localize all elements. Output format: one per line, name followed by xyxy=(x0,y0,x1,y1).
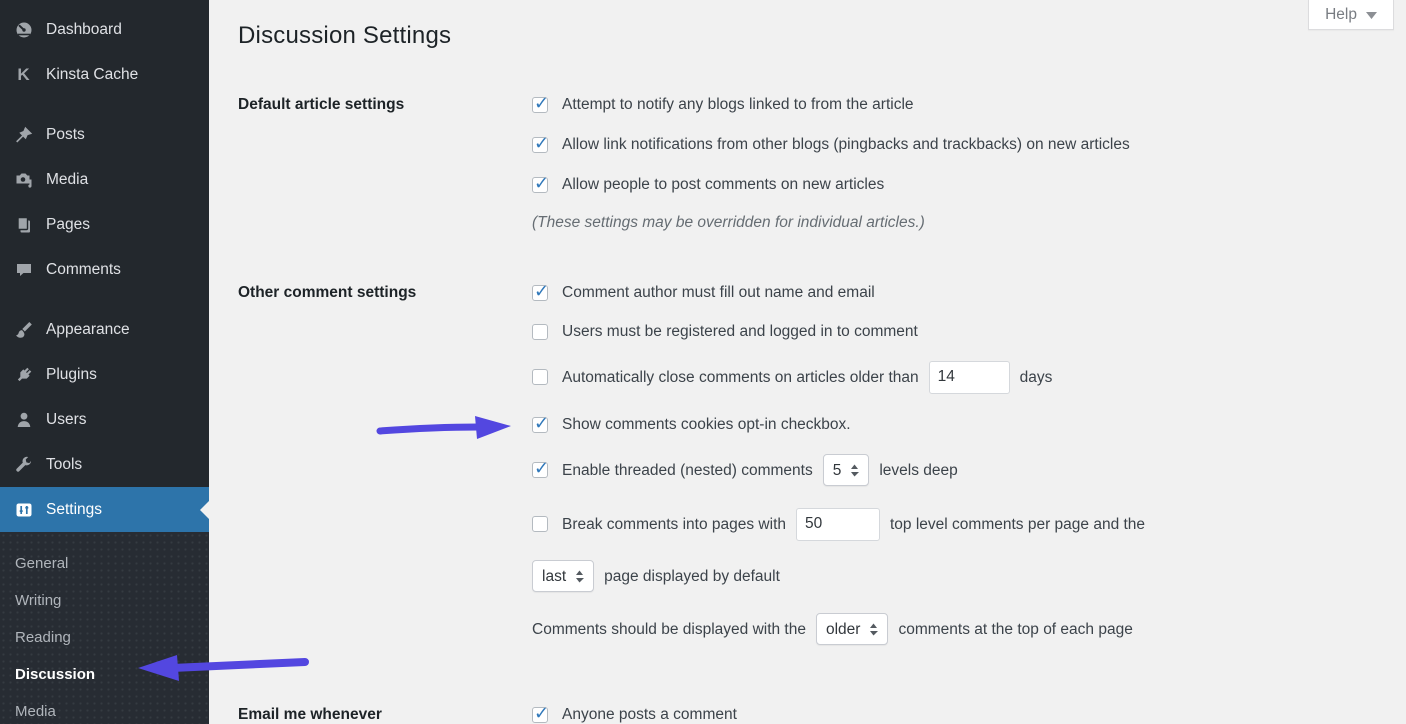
dashboard-icon xyxy=(13,19,34,40)
section-default-article-settings xyxy=(238,92,1386,235)
submenu-item-general[interactable] xyxy=(0,545,209,582)
checkbox-label[interactable]: Anyone posts a comment xyxy=(562,706,737,723)
submenu-item-label: Media xyxy=(15,703,56,720)
checkbox-threaded-comments[interactable] xyxy=(532,462,548,478)
tools-wrench-icon xyxy=(13,454,34,475)
sidebar-item-label: Users xyxy=(46,410,87,428)
levels-deep-label: levels deep xyxy=(879,461,958,479)
users-icon xyxy=(13,409,34,430)
submenu-item-reading[interactable] xyxy=(0,619,209,656)
days-label: days xyxy=(1019,368,1053,386)
sidebar-item-media[interactable] xyxy=(0,157,209,202)
per-page-label: top level comments per page and the xyxy=(890,515,1146,533)
submenu-item-media[interactable] xyxy=(0,693,209,724)
sidebar-item-kinsta-cache[interactable] xyxy=(0,52,209,97)
sidebar-item-label: Appearance xyxy=(46,320,130,338)
sidebar-item-label: Media xyxy=(46,170,89,188)
spinner-arrows-icon xyxy=(850,464,859,477)
chevron-down-icon xyxy=(1366,6,1377,24)
sidebar-item-users[interactable] xyxy=(0,397,209,442)
setting-row-anyone-posts xyxy=(532,702,1386,724)
section-label: Other comment settings xyxy=(238,284,417,301)
section-other-comment-settings xyxy=(238,280,1386,645)
comment-order-label-post: comments at the top of each page xyxy=(898,620,1133,638)
sidebar-item-dashboard[interactable] xyxy=(0,7,209,52)
menu-separator xyxy=(0,97,209,112)
checkbox-label[interactable]: Attempt to notify any blogs linked to from the article xyxy=(562,96,914,113)
help-button[interactable] xyxy=(1308,0,1394,30)
appearance-brush-icon xyxy=(13,319,34,340)
section-label: Default article settings xyxy=(238,96,405,113)
checkbox-label[interactable]: Show comments cookies opt-in checkbox. xyxy=(562,416,851,433)
settings-submenu xyxy=(0,532,209,724)
setting-row-allow-comments xyxy=(532,172,1386,197)
setting-row-threaded-comments xyxy=(532,454,1386,486)
checkbox-label[interactable]: Allow link notifications from other blogs (pingbacks and trackbacks) on new articles xyxy=(562,136,1130,153)
setting-row-break-pages xyxy=(532,507,1386,541)
submenu-item-label: Writing xyxy=(15,592,62,609)
settings-sliders-icon xyxy=(13,499,34,520)
sidebar-item-label: Comments xyxy=(46,260,121,278)
admin-menu xyxy=(0,0,209,532)
select-value: last xyxy=(542,567,567,585)
help-label: Help xyxy=(1325,5,1357,23)
sidebar-item-label: Posts xyxy=(46,125,85,143)
sidebar-item-settings[interactable] xyxy=(0,487,209,532)
sidebar-item-pages[interactable] xyxy=(0,202,209,247)
thread-depth-select[interactable] xyxy=(823,454,870,486)
checkbox-anyone-posts[interactable] xyxy=(532,707,548,723)
menu-separator xyxy=(0,292,209,307)
setting-row-cookies-optin xyxy=(532,412,1386,437)
section-label: Email me whenever xyxy=(238,706,382,723)
comments-icon xyxy=(13,259,34,280)
default-page-select[interactable] xyxy=(532,560,594,592)
comments-per-page-input[interactable] xyxy=(796,508,880,541)
setting-row-pingbacks xyxy=(532,132,1386,157)
close-comments-days-input[interactable] xyxy=(929,361,1010,394)
sidebar-item-label: Kinsta Cache xyxy=(46,65,139,83)
sidebar-item-label: Dashboard xyxy=(46,20,122,38)
page-title: Discussion Settings xyxy=(238,22,452,49)
pages-icon xyxy=(13,214,34,235)
select-value: older xyxy=(825,620,861,638)
checkbox-break-pages[interactable] xyxy=(532,516,548,532)
submenu-item-label: Reading xyxy=(15,629,71,646)
sidebar-item-label: Settings xyxy=(46,500,103,518)
sidebar-item-appearance[interactable] xyxy=(0,307,209,352)
comment-order-label-pre: Comments should be displayed with the xyxy=(532,620,806,638)
spinner-arrows-icon xyxy=(869,623,878,636)
sidebar-item-tools[interactable] xyxy=(0,442,209,487)
spinner-arrows-icon xyxy=(575,570,584,583)
select-value: 5 xyxy=(832,461,842,479)
checkbox-label[interactable]: Automatically close comments on articles older than xyxy=(562,368,919,386)
setting-row-auto-close xyxy=(532,360,1386,394)
submenu-item-label: Discussion xyxy=(15,666,96,683)
kinsta-icon: K xyxy=(17,65,30,84)
media-icon xyxy=(13,169,34,190)
sidebar-item-plugins[interactable] xyxy=(0,352,209,397)
override-note: (These settings may be overridden for individual articles.) xyxy=(532,214,925,231)
checkbox-cookies-optin[interactable] xyxy=(532,417,548,433)
section-email-me-whenever xyxy=(238,702,1386,724)
setting-row-notify-blogs xyxy=(532,92,1386,117)
checkbox-label[interactable]: Allow people to post comments on new articles xyxy=(562,176,885,193)
sidebar-item-label: Pages xyxy=(46,215,90,233)
default-page-label: page displayed by default xyxy=(604,567,780,585)
setting-row-registered-users xyxy=(532,319,1386,344)
checkbox-label[interactable]: Break comments into pages with xyxy=(562,515,786,533)
checkbox-registered-users[interactable] xyxy=(532,324,548,340)
pushpin-icon xyxy=(13,124,34,145)
submenu-item-discussion[interactable] xyxy=(0,656,209,693)
submenu-item-writing[interactable] xyxy=(0,582,209,619)
checkbox-allow-comments[interactable] xyxy=(532,177,548,193)
sidebar-item-label: Plugins xyxy=(46,365,97,383)
settings-content xyxy=(209,0,1406,724)
admin-sidebar xyxy=(0,0,209,724)
checkbox-author-fill[interactable] xyxy=(532,285,548,301)
submenu-item-label: General xyxy=(15,555,69,572)
setting-row-comment-order xyxy=(532,613,1386,645)
checkbox-notify-blogs[interactable] xyxy=(532,97,548,113)
checkbox-pingbacks[interactable] xyxy=(532,137,548,153)
plugins-icon xyxy=(13,364,34,385)
checkbox-auto-close[interactable] xyxy=(532,369,548,385)
sidebar-item-posts[interactable] xyxy=(0,112,209,157)
checkbox-label[interactable]: Enable threaded (nested) comments xyxy=(562,461,813,479)
setting-row-default-page xyxy=(532,560,1386,592)
setting-row-author-fill xyxy=(532,280,1386,305)
checkbox-label[interactable]: Comment author must fill out name and email xyxy=(562,284,875,301)
sidebar-item-comments[interactable] xyxy=(0,247,209,292)
comment-order-select[interactable] xyxy=(816,613,888,645)
sidebar-item-label: Tools xyxy=(46,455,83,473)
checkbox-label[interactable]: Users must be registered and logged in to comment xyxy=(562,323,918,340)
